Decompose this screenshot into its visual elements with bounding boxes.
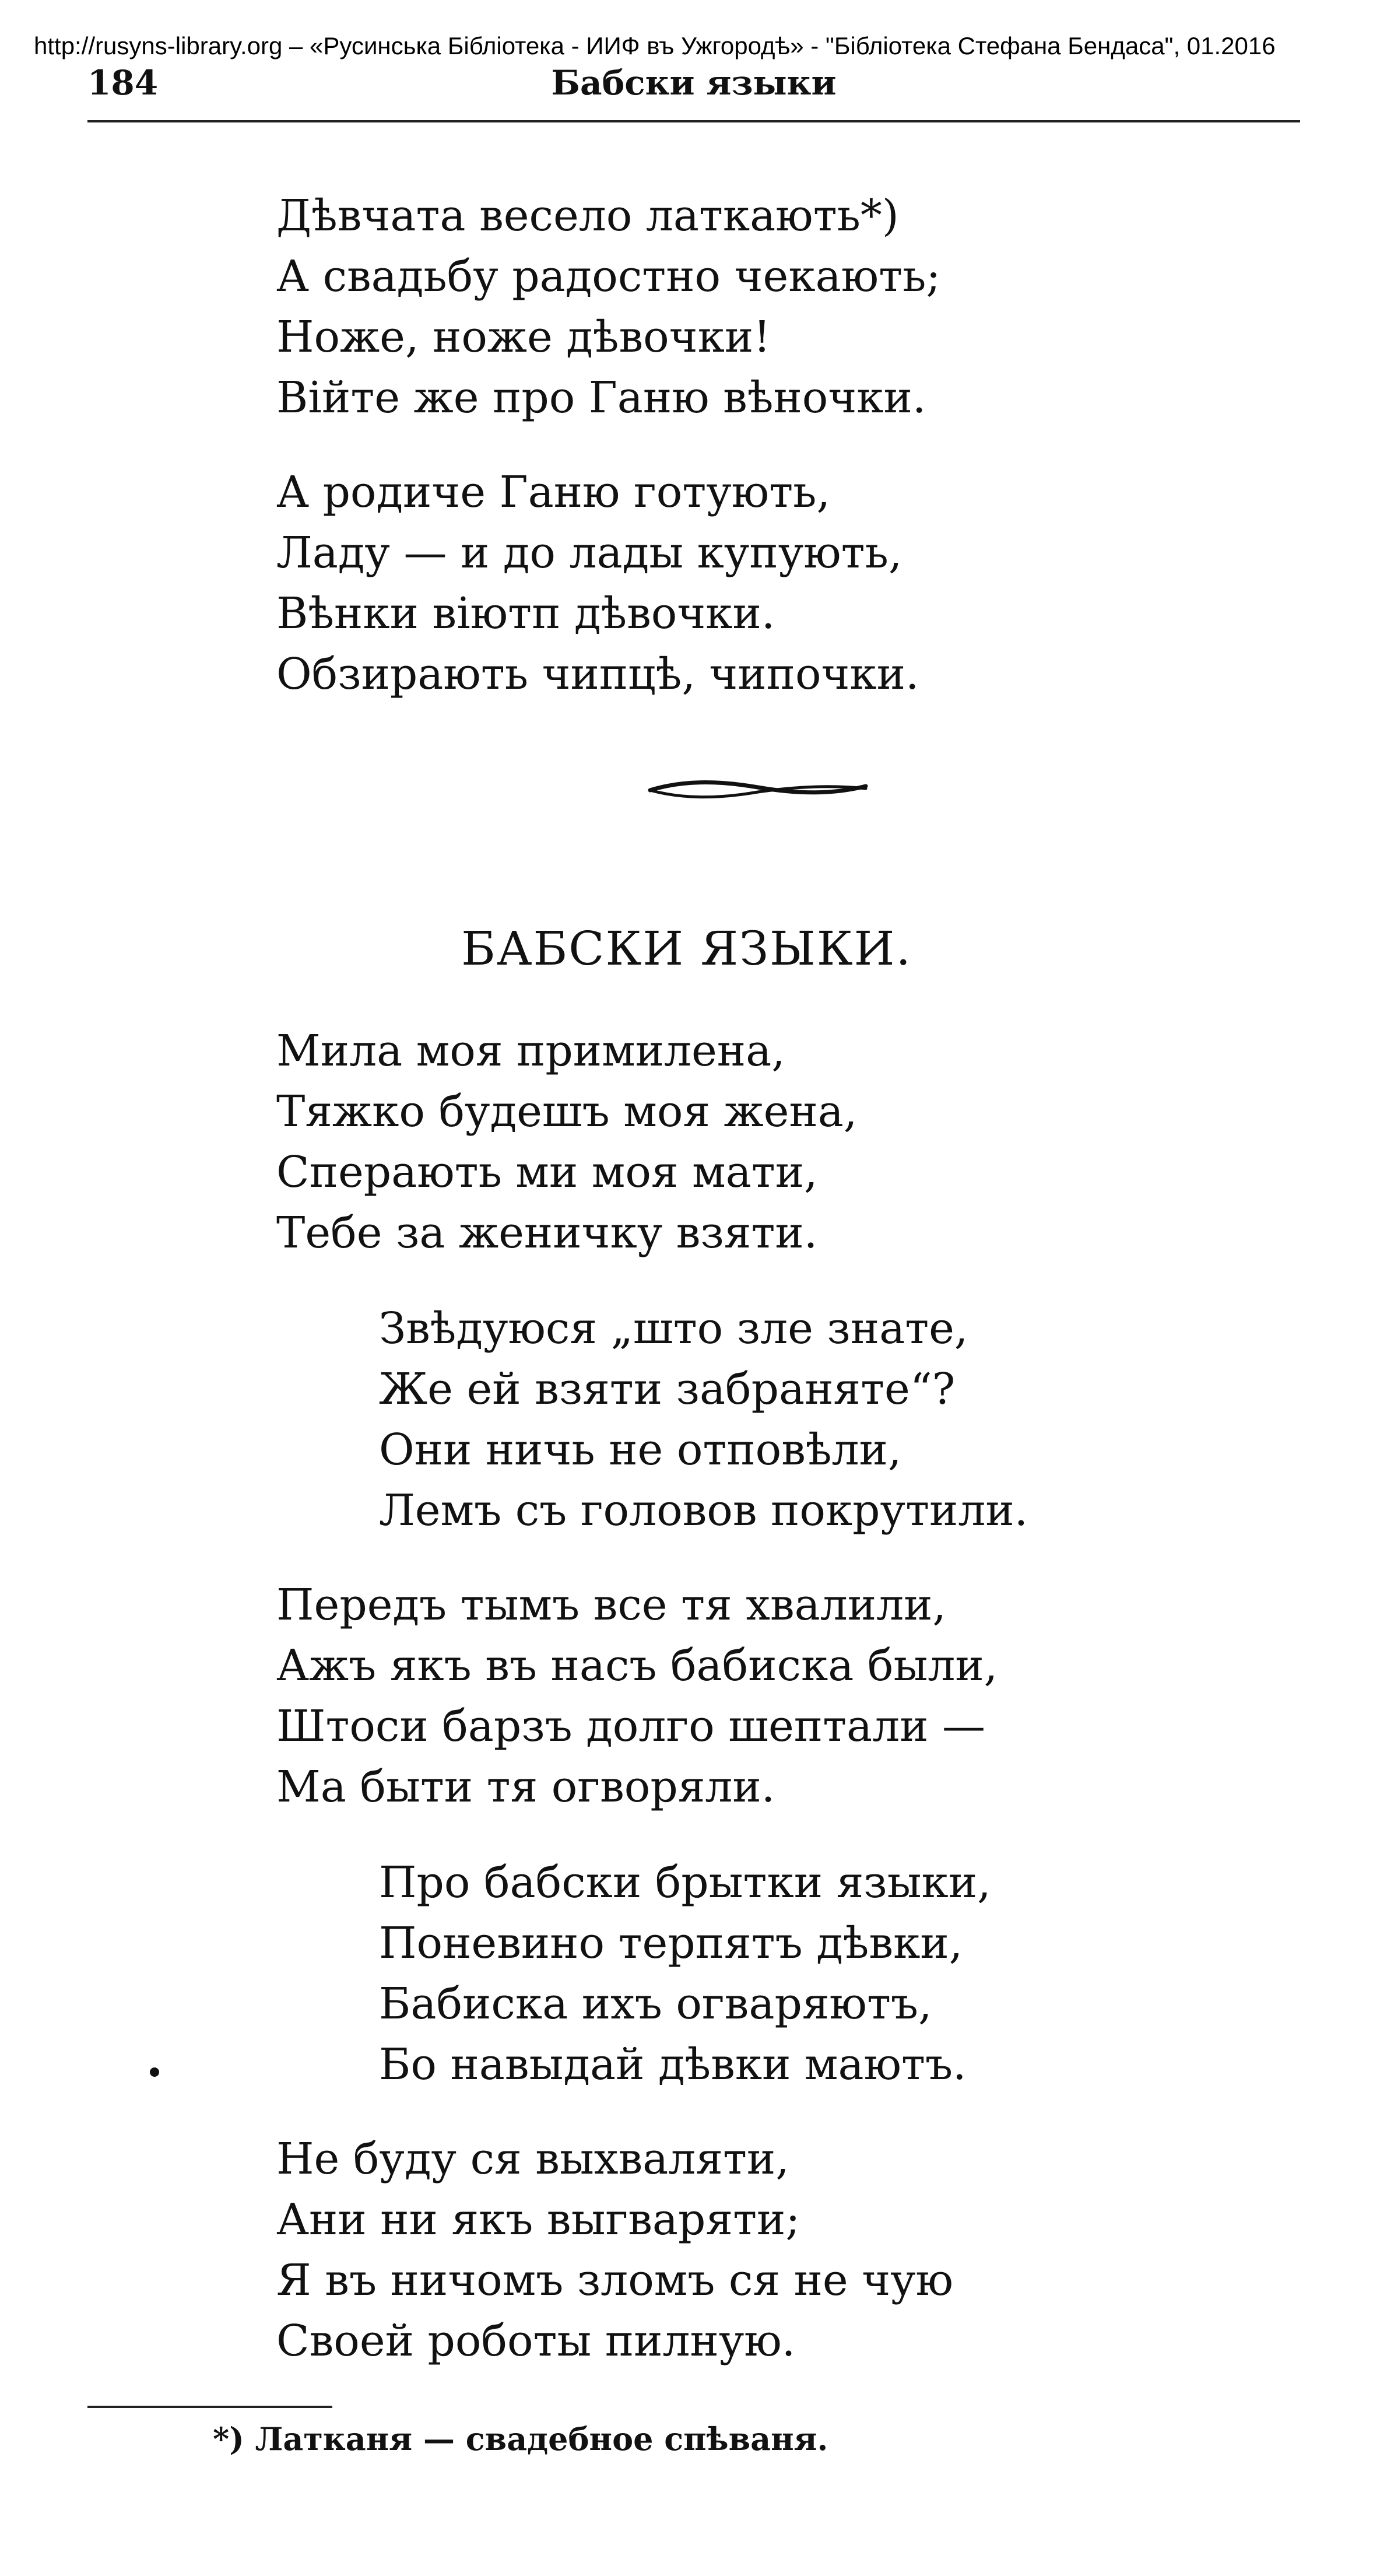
verse-line: Передъ тымъ все тя хвалили, [276,1580,946,1630]
verse-line: Про бабски брытки языки, [379,1857,991,1908]
verse-line: Тяжко будешъ моя жена, [276,1087,858,1137]
verse-line: Ма быти тя огворяли. [276,1762,775,1812]
verse-line: А родиче Ганю готують, [276,467,830,517]
verse-line: Бабиска ихъ огваряютъ, [379,1979,932,2029]
stray-dot-mark [150,2067,159,2077]
page-header [87,63,1300,104]
source-url-line: http://rusyns-library.org – «Русинська Бібліотека - ИИФ въ Ужгородѣ» - "Бібліотека Стефана Бендаса", 01.2016 [34,32,1276,59]
verse-line: Своей роботы пилную. [276,2316,796,2366]
stanza-1 [276,1021,857,1263]
verse-line: Лемъ съ головов покрутили. [379,1485,1028,1536]
stanza-previous-1 [276,185,940,428]
verse-line: Війте же про Ганю вѣночки. [276,373,926,423]
wavy-divider-ornament [647,776,869,805]
verse-line: Ладу — и до лады купують, [276,528,903,578]
verse-line: Ани ни якъ выгваряти; [276,2195,800,2245]
stanza-5 [276,2129,953,2371]
verse-line: Сперають ми моя мати, [276,1147,818,1197]
stanza-3 [276,1575,998,1817]
footnote-rule [87,2406,332,2408]
header-rule [87,120,1300,122]
verse-line: Ноже, ноже дѣвочки! [276,312,771,362]
stanza-4 [379,1852,991,2095]
poem-title: БАБСКИ ЯЗЫКИ. [461,921,912,976]
verse-line: Тебе за женичку взяти. [276,1208,818,1258]
verse-line: Поневино терпятъ дѣвки, [379,1918,963,1968]
verse-line: Же ей взяти забраняте“? [379,1364,956,1414]
footnote: *) Латканя — свадебное спѣваня. [213,2420,828,2458]
verse-line: А свадьбу радостно чекають; [276,251,941,302]
verse-line: Бо навыдай дѣвки маютъ. [379,2039,967,2090]
verse-line: Обзирають чипцѣ, чипочки. [276,649,919,699]
verse-line: Звѣдуюся „што зле знате, [379,1303,968,1354]
verse-line: Вѣнки віютп дѣвочки. [276,588,775,639]
verse-line: Дѣвчата весело латкають*) [276,191,899,241]
verse-line: Ажъ якъ въ насъ бабиска были, [276,1641,998,1691]
running-title: Бабски языки [551,63,837,103]
verse-line: Не буду ся выхваляти, [276,2134,789,2184]
page-number: 184 [87,63,159,103]
stanza-previous-2 [276,462,919,705]
verse-line: Штоси барзъ долго шептали — [276,1701,986,1751]
stanza-2 [379,1298,1028,1541]
verse-line: Мила моя примилена, [276,1026,785,1076]
verse-line: Я въ ничомъ зломъ ся не чую [276,2255,954,2305]
verse-line: Они ничь не отповѣли, [379,1425,902,1475]
